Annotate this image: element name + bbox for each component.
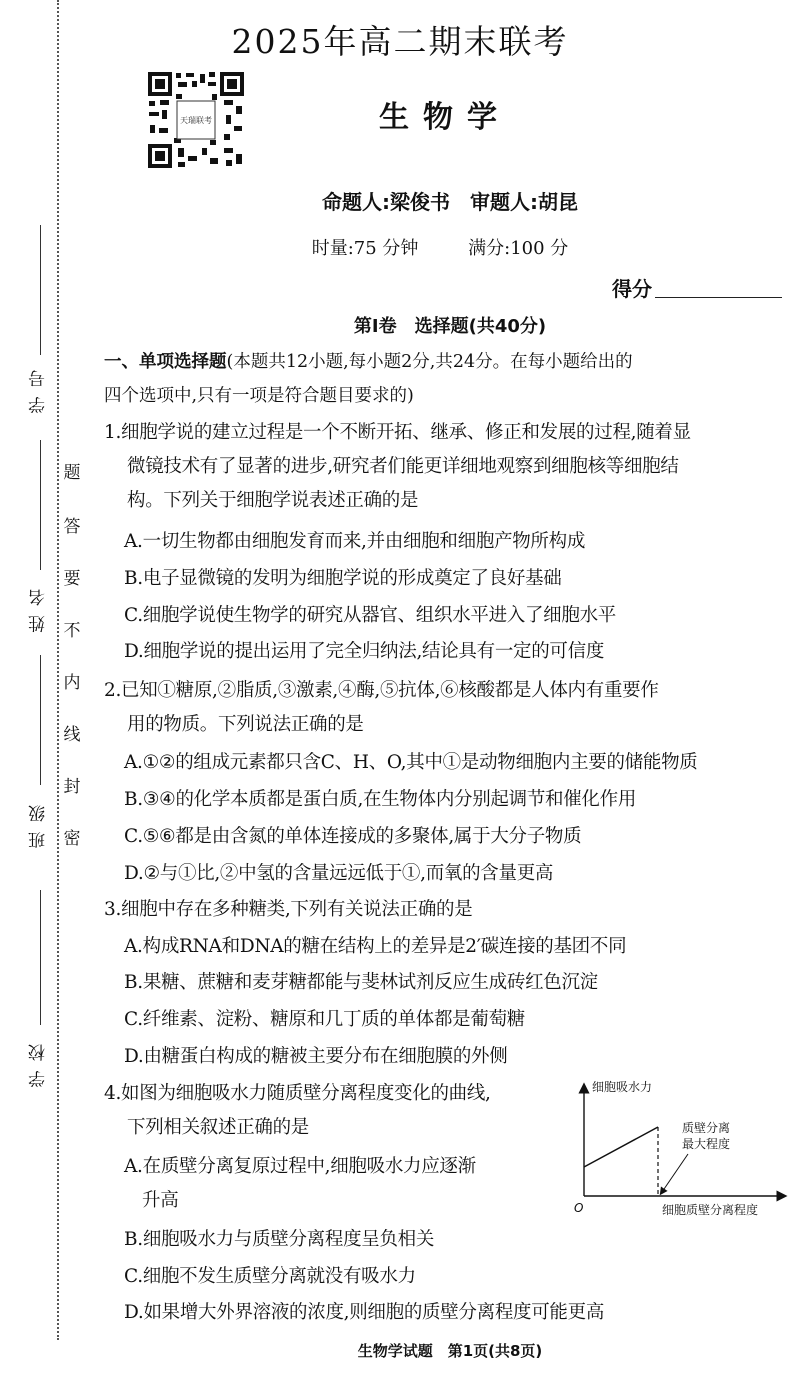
y-axis-label: 细胞吸水力 (592, 1080, 653, 1094)
q1-option-d[interactable]: D.细胞学说的提出运用了完全归纳法,结论具有一定的可信度 (124, 641, 605, 662)
score-label: 得分 (612, 277, 652, 301)
page-footer: 生物学试题 第1页(共8页) (357, 1342, 543, 1360)
exam-info (0, 234, 800, 260)
x-axis-label: 细胞质壁分离程度 (662, 1203, 759, 1217)
q2-option-d[interactable]: D.②与①比,②中氢的含量远远低于①,而氧的含量更高 (124, 863, 554, 884)
q3-option-b[interactable]: B.果糖、蔗糖和麦芽糖都能与斐林试剂反应生成砖红色沉淀 (124, 972, 598, 993)
seal-char: 封 (63, 777, 81, 797)
full-score: 满分:100 分 (468, 238, 569, 259)
question-3-stem (104, 893, 472, 927)
section-instructions-1: (本题共12小题,每小题2分,共24分。在每小题给出的 (226, 352, 633, 372)
seal-char: 线 (63, 725, 81, 745)
seal-char: 密 (63, 829, 81, 849)
q2-option-b[interactable]: B.③④的化学本质都是蛋白质,在生物体内分别起调节和催化作用 (124, 789, 637, 810)
stem-line: 1.细胞学说的建立过程是一个不断开拓、继承、修正和发展的过程,随着显 (104, 422, 691, 443)
q4-option-a-cont: 升高 (142, 1190, 179, 1211)
q1-option-a[interactable]: A.一切生物都由细胞发育而来,并由细胞和细胞产物所构成 (124, 531, 586, 552)
q3-option-d[interactable]: D.由糖蛋白构成的糖被主要分布在细胞膜的外侧 (124, 1046, 508, 1067)
q4-figure (570, 1072, 792, 1222)
score-blank[interactable] (655, 297, 782, 298)
q4-option-c[interactable]: C.细胞不发生质壁分离就没有吸水力 (124, 1266, 416, 1287)
seal-char: 答 (63, 517, 81, 537)
student-id-label: 学 号 (29, 368, 49, 414)
q3-option-a[interactable]: A.构成RNA和DNA的糖在结构上的差异是2′碳连接的基团不同 (124, 936, 627, 957)
absorption-curve (584, 1127, 658, 1167)
q2-option-a[interactable]: A.①②的组成元素都只含C、H、O,其中①是动物细胞内主要的储能物质 (124, 752, 698, 773)
q4-option-b[interactable]: B.细胞吸水力与质壁分离程度呈负相关 (124, 1229, 435, 1250)
stem-line: 2.已知①糖原,②脂质,③激素,④酶,⑤抗体,⑥核酸都是人体内有重要作 (104, 680, 659, 701)
time-limit: 时量:75 分钟 (311, 238, 419, 259)
q4-option-d[interactable]: D.如果增大外界溶液的浓度,则细胞的质壁分离程度可能更高 (124, 1302, 605, 1323)
seal-char: 内 (63, 673, 81, 693)
stem-line: 用的物质。下列说法正确的是 (127, 714, 364, 735)
annotation-line-2: 最大程度 (682, 1137, 731, 1151)
seal-char: 要 (63, 569, 81, 589)
question-4-stem (104, 1077, 491, 1145)
q3-option-c[interactable]: C.纤维素、淀粉、糖原和几丁质的单体都是葡萄糖 (124, 1009, 525, 1030)
stem-line: 4.如图为细胞吸水力随质壁分离程度变化的曲线, (104, 1083, 491, 1104)
q2-option-c[interactable]: C.⑤⑥都是由含氮的单体连接成的多聚体,属于大分子物质 (124, 826, 582, 847)
name-blank[interactable] (40, 440, 41, 570)
name-label: 姓 名 (29, 587, 49, 633)
question-2-stem (104, 674, 659, 742)
qr-label: 天瑞联考 (180, 116, 212, 125)
school-blank[interactable] (40, 890, 41, 1025)
q4-option-a[interactable]: A.在质壁分离复原过程中,细胞吸水力应逐渐 (124, 1156, 476, 1177)
annotation-arrow (662, 1154, 688, 1192)
seal-char: 不 (63, 621, 81, 641)
class-label: 班 级 (29, 803, 49, 849)
exam-title: 2025年高二期末联考 (231, 22, 569, 61)
q1-option-b[interactable]: B.电子显微镜的发明为细胞学说的形成奠定了良好基础 (124, 568, 562, 589)
origin-label: O (574, 1201, 584, 1215)
stem-line: 下列相关叙述正确的是 (127, 1117, 310, 1138)
section-heading: 一、单项选择题 (104, 352, 227, 372)
volume-title: 第Ⅰ卷 选择题(共40分) (353, 316, 547, 337)
school-label: 学 校 (29, 1042, 49, 1088)
subject-title: 生物学 (379, 100, 511, 135)
stem-line: 微镜技术有了显著的进步,研究者们能更详细地观察到细胞核等细胞结 (127, 456, 679, 477)
annotation-line-1: 质壁分离 (682, 1121, 731, 1135)
stem-line: 3.细胞中存在多种糖类,下列有关说法正确的是 (104, 899, 473, 920)
q1-option-c[interactable]: C.细胞学说使生物学的研究从器官、组织水平进入了细胞水平 (124, 605, 616, 626)
question-1-stem (104, 416, 691, 518)
class-blank[interactable] (40, 655, 41, 785)
authors: 命题人:梁俊书 审题人:胡昆 (322, 190, 578, 214)
stem-line: 构。下列关于细胞学说表述正确的是 (127, 490, 419, 511)
seal-char: 题 (63, 463, 81, 483)
section-instructions-2: 四个选项中,只有一项是符合题目要求的) (104, 386, 414, 406)
section-instructions (104, 345, 794, 413)
section-line-1 (104, 345, 794, 379)
